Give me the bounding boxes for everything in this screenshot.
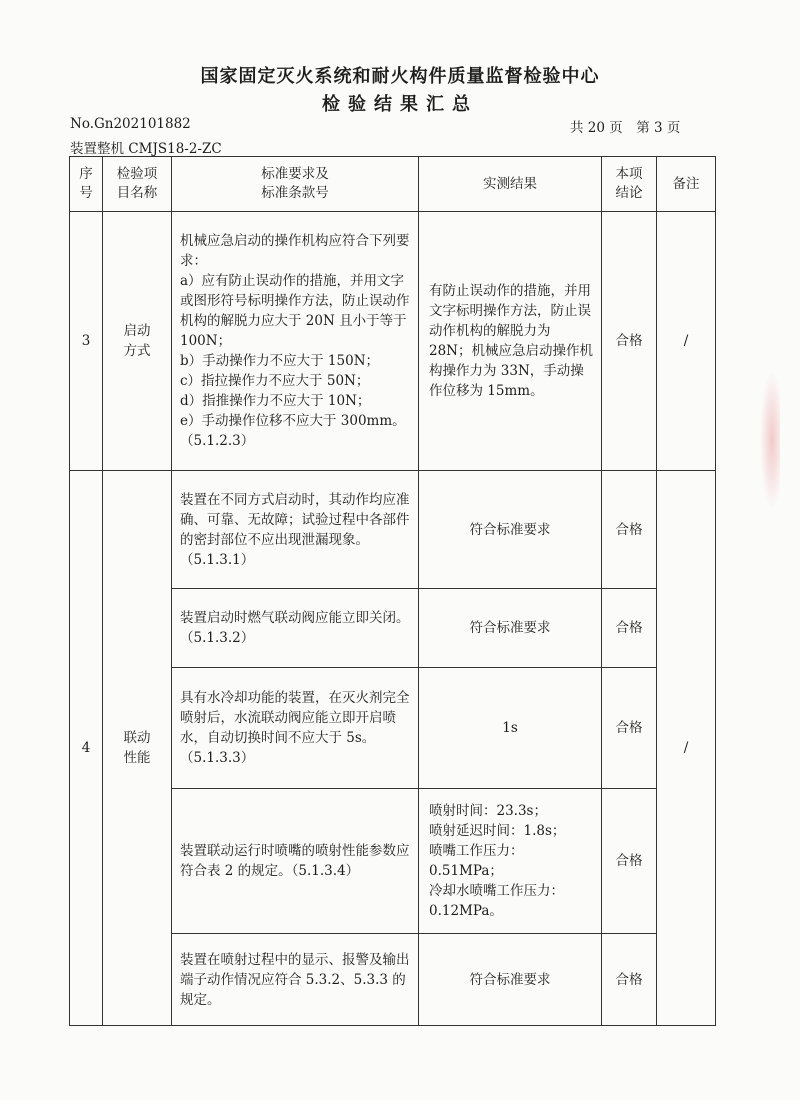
remark-cell: / (657, 212, 716, 471)
conclusion-cell: 合格 (602, 589, 657, 668)
result-cell: 有防止误动作的措施，并用文字标明操作方法，防止误动作机构的解脱力为 28N；机械应急启动操作机构操作力为 33N，手动操作位移为 15mm。 (419, 212, 602, 471)
report-subtitle: 检验结果汇总 (322, 94, 478, 115)
conclusion-cell: 合格 (602, 934, 657, 1026)
result-cell: 符合标准要求 (419, 589, 602, 668)
col-header-remark: 备注 (657, 157, 716, 212)
standard-cell: 具有水冷却功能的装置，在灭火剂完全喷射后，水流联动阀应能立即开启喷水，自动切换时间不应大于 5s。（5.1.3.3） (172, 668, 419, 789)
results-table (69, 156, 716, 1026)
seq-cell: 4 (70, 471, 103, 1026)
col-header-result: 实测结果 (419, 157, 602, 212)
col-header-standard: 标准要求及 标准条款号 (172, 157, 419, 212)
standard-cell: 装置在喷射过程中的显示、报警及输出端子动作情况应符合 5.3.2、5.3.3 的规定。 (172, 934, 419, 1026)
table-row (70, 471, 716, 589)
conclusion-cell: 合格 (602, 212, 657, 471)
col-header-item: 检验项 目名称 (103, 157, 172, 212)
col-header-conclusion: 本项 结论 (602, 157, 657, 212)
conclusion-cell: 合格 (602, 471, 657, 589)
result-cell: 1s (419, 668, 602, 789)
col-header-seq: 序 号 (70, 157, 103, 212)
conclusion-cell: 合格 (602, 668, 657, 789)
device-model: 装置整机 CMJS18-2-ZC (70, 141, 222, 157)
report-number: No.Gn202101882 (70, 116, 191, 132)
remark-cell: / (657, 471, 716, 1026)
page-count: 共 20 页 第 3 页 (570, 120, 681, 136)
table-header-row (70, 157, 716, 212)
standard-cell: 机械应急启动的操作机构应符合下列要求： a）应有防止误动作的措施，并用文字或图形符号标明操作方法，防止误动作机构的解脱力应大于 20N 且小于等于 100N； b）手动操作力不应大于 150N； c）指拉操作力不应大于 50N； d）指推操作力不应大于 10N； e）手动操作位移不应大于 300mm。（5.1.2.3） (172, 212, 419, 471)
item-cell: 启动 方式 (103, 212, 172, 471)
standard-cell: 装置启动时燃气联动阀应能立即关闭。（5.1.3.2） (172, 589, 419, 668)
conclusion-cell: 合格 (602, 789, 657, 934)
standard-cell: 装置联动运行时喷嘴的喷射性能参数应符合表 2 的规定。（5.1.3.4） (172, 789, 419, 934)
standard-cell: 装置在不同方式启动时，其动作均应准确、可靠、无故障；试验过程中各部件的密封部位不应出现泄漏现象。（5.1.3.1） (172, 471, 419, 589)
report-title: 国家固定灭火系统和耐火构件质量监督检验中心 (200, 66, 600, 87)
seq-cell: 3 (70, 212, 103, 471)
table-row (70, 212, 716, 471)
seal-stamp-edge (760, 370, 780, 510)
result-cell: 符合标准要求 (419, 934, 602, 1026)
item-cell: 联动 性能 (103, 471, 172, 1026)
result-cell: 喷射时间：23.3s； 喷射延迟时间：1.8s； 喷嘴工作压力：0.51MPa； 冷却水喷嘴工作压力：0.12MPa。 (419, 789, 602, 934)
result-cell: 符合标准要求 (419, 471, 602, 589)
